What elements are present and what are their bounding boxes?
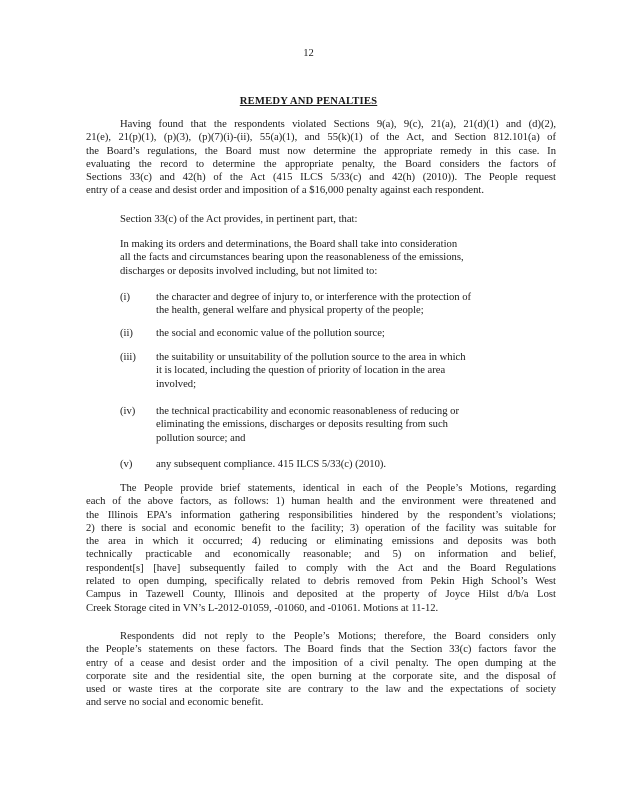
text-line: Section 33(c) of the Act provides, in pertinent part, that: bbox=[120, 214, 358, 225]
text-line: the technical practicability and economic reasonableness of reducing or bbox=[156, 406, 459, 417]
list-item-number: (iii) bbox=[120, 352, 136, 363]
text-line: it is located, including the question of priority of location in the area bbox=[156, 365, 446, 377]
list-item-number: (iv) bbox=[120, 406, 136, 417]
text-line: the Board’s regulations, the Board must now determine the appropriate remedy in this case. In bbox=[86, 145, 556, 157]
list-item bbox=[156, 327, 516, 340]
list-item-number: (v) bbox=[120, 459, 133, 470]
text-line: the People’s statements on these factors. The Board finds that the Section 33(c) factors favor the bbox=[86, 644, 556, 656]
text-line: Creek Storage cited in VN’s L-2012-01059, -01060, and -01061. Motions at 11-12. bbox=[86, 602, 439, 614]
text-line: the character and degree of injury to, or interference with the protection of bbox=[156, 292, 472, 303]
text-line: technically practicable and economically reasonable; and 5) on information and belief, bbox=[86, 549, 556, 561]
paragraph-people-statements bbox=[86, 482, 556, 615]
text-line: corporate site and the residential site, the open burning at the corporate site, and the disposal of bbox=[86, 670, 556, 682]
text-line: In making its orders and determinations, the Board shall take into consideration bbox=[120, 239, 458, 250]
text-line: the suitability or unsuitability of the pollution source to the area in which bbox=[156, 352, 466, 363]
paragraph-board-findings bbox=[86, 630, 556, 710]
text-line: the social and economic value of the pollution source; bbox=[156, 328, 385, 339]
text-line: related to open dumping, specifically related to debris removed from Pekin High School’s West bbox=[86, 576, 556, 588]
text-line: pollution source; and bbox=[156, 432, 246, 444]
text-line: the Illinois EPA’s information gathering responsibilities hindered by the respondent’s violations; bbox=[86, 509, 556, 521]
text-line: Sections 33(c) and 42(h) of the Act (415 ILCS 5/33(c) and 42(h) (2010)). The People request bbox=[86, 172, 556, 184]
text-line: eliminating the emissions, discharges or deposits resulting from such bbox=[156, 419, 448, 431]
list-item-number: (i) bbox=[120, 292, 130, 303]
paragraph-findings bbox=[86, 118, 556, 198]
text-line: all the facts and circumstances bearing upon the reasonableness of the emissions, bbox=[120, 252, 464, 264]
text-line: discharges or deposits involved including, but not limited to: bbox=[120, 265, 378, 277]
text-line: involved; bbox=[156, 378, 197, 390]
block-quote-intro bbox=[120, 238, 520, 278]
paragraph-section-intro bbox=[86, 213, 556, 226]
text-line: entry of a cease and desist order and the imposition of a civil penalty. The open dumping at the bbox=[86, 657, 556, 669]
text-line: respondent[s] [have] subsequently failed to comply with the Act and the Board Regulations bbox=[86, 562, 556, 574]
text-line: the health, general welfare and physical property of the people; bbox=[156, 305, 424, 317]
list-item bbox=[156, 291, 516, 318]
text-line: The People provide brief statements, identical in each of the People’s Motions, regarding bbox=[120, 483, 556, 494]
section-heading: REMEDY AND PENALTIES bbox=[239, 96, 378, 107]
text-line: 2) there is social and economic benefit to the facility; 3) operation of the facility was suitable for bbox=[86, 522, 556, 534]
text-line: Campus in Tazewell County, Illinois and deposited at the property of Joyce Hilst d/b/a Lost bbox=[86, 589, 556, 601]
text-line: each of the above factors, as follows: 1) human health and the environment were threatened and bbox=[86, 496, 556, 508]
page-number: 12 bbox=[303, 48, 314, 59]
text-line: evaluating the record to determine the appropriate penalty, the Board considers the factors of bbox=[86, 158, 556, 170]
list-item bbox=[156, 351, 516, 391]
text-line: and serve no social and economic benefit. bbox=[86, 697, 264, 709]
text-line: Respondents did not reply to the People’s Motions; therefore, the Board considers only bbox=[120, 631, 556, 642]
text-line: Having found that the respondents violated Sections 9(a), 9(c), 21(a), 21(d)(1) and (d)(2), bbox=[120, 119, 556, 130]
list-item bbox=[156, 405, 516, 445]
text-line: the area in which it occurred; 4) reducing or eliminating emissions and deposits was both bbox=[86, 536, 556, 548]
text-line: any subsequent compliance. 415 ILCS 5/33(c) (2010). bbox=[156, 459, 387, 470]
list-item bbox=[156, 458, 516, 471]
text-line: 21(e), 21(p)(1), (p)(3), (p)(7)(i)-(ii), 55(a)(1), and 55(k)(1) of the Act, and Section 812.101(a) of bbox=[86, 132, 556, 144]
text-line: entry of a cease and desist order and imposition of a $16,000 penalty against each respondent. bbox=[86, 185, 485, 197]
list-item-number: (ii) bbox=[120, 328, 133, 339]
text-line: used or waste tires at the corporate site are contrary to the law and the expectations of society bbox=[86, 684, 556, 696]
